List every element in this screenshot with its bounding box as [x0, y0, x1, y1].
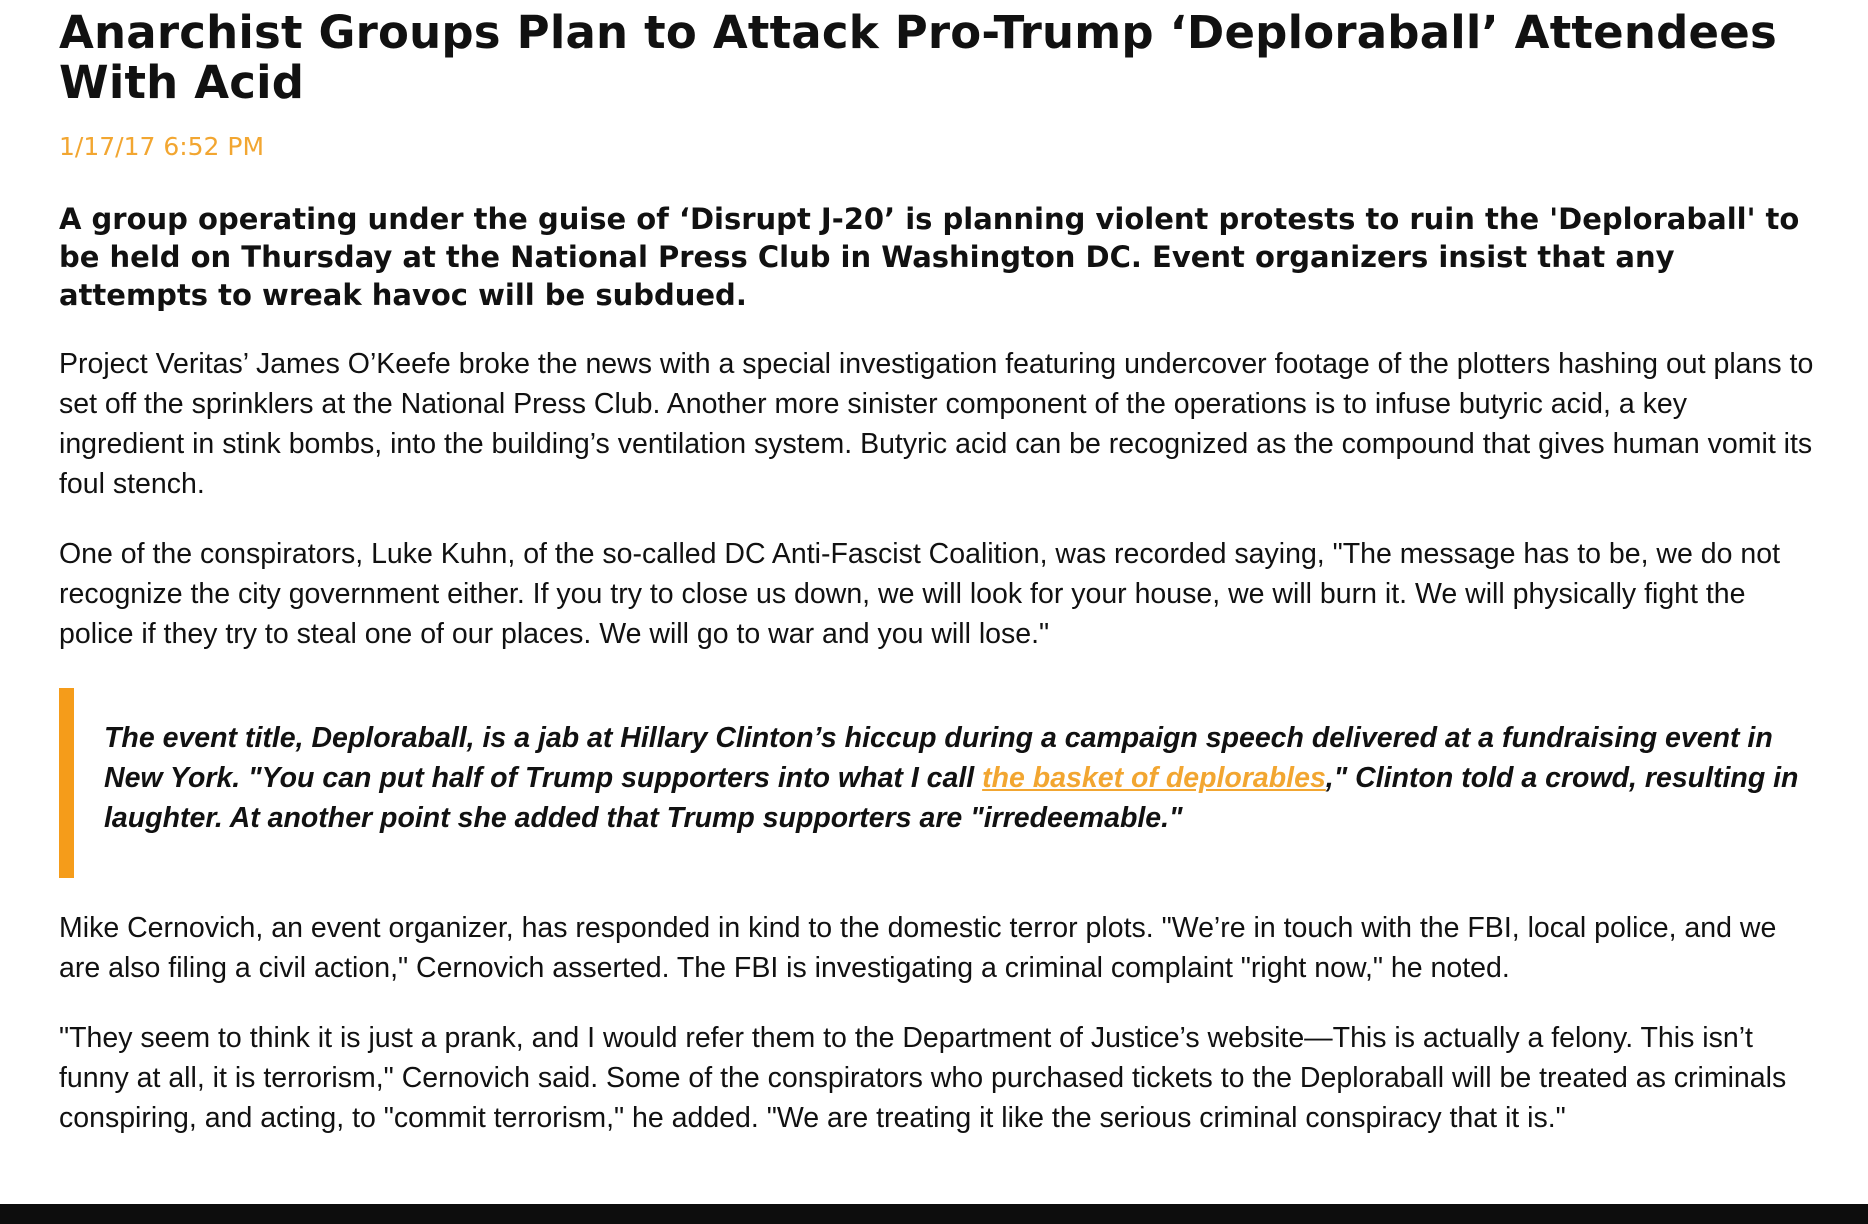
blockquote-text: [104, 718, 1804, 838]
blockquote-text-before-link: The event title, Deploraball, is a jab at Hillary Clinton’s hiccup during a campaign speech delivered at a fundraising event in New York. "You can put half of Trump supporters into what I call: [104, 722, 1773, 794]
blockquote-accent-bar: [59, 688, 74, 878]
paragraph-4: "They seem to think it is just a prank, and I would refer them to the Department of Justice’s website—This is actually a felony. This isn’t funny at all, it is terrorism," Cernovich said. Some of the conspirators who purchased tickets to the Deploraball will be treated as criminals conspiring, and acting, to "commit terrorism," he added. "We are treating it like the serious criminal conspiracy that it is.": [59, 1022, 1787, 1134]
blockquote-text-after-link: ," Clinton told a crowd, resulting in laughter. At another point she added that Trump supporters are "irredeemable.": [104, 762, 1799, 834]
blockquote: [59, 688, 1819, 878]
paragraph-3: Mike Cernovich, an event organizer, has responded in kind to the domestic terror plots. "We’re in touch with the FBI, local police, and we are also filing a civil action," Cernovich asserted. The FBI is investigating a criminal complaint "right now," he noted.: [59, 912, 1777, 984]
article-lead: A group operating under the guise of ‘Disrupt J-20’ is planning violent protests to ruin the 'Deploraball' to be held on Thursday at the National Press Club in Washington DC. Event organizers insist that any attempts to wreak havoc will be subdued.: [59, 202, 1800, 312]
basket-of-deplorables-link[interactable]: the basket of deplorables: [982, 762, 1326, 794]
article-title: Anarchist Groups Plan to Attack Pro-Trump ‘Deploraball’ Attendees With Acid: [59, 6, 1777, 109]
paragraph-2: One of the conspirators, Luke Kuhn, of the so-called DC Anti-Fascist Coalition, was recorded saying, "The message has to be, we do not recognize the city government either. If you try to close us down, we will look for your house, we will burn it. We will physically fight the police if they try to steal one of our places. We will go to war and you will lose.": [59, 538, 1781, 650]
paragraph-1: Project Veritas’ James O’Keefe broke the news with a special investigation featuring undercover footage of the plotters hashing out plans to set off the sprinklers at the National Press Club. Another more sinister component of the operations is to infuse butyric acid, a key ingredient in stink bombs, into the building’s ventilation system. Butyric acid can be recognized as the compound that gives human vomit its foul stench.: [59, 348, 1814, 500]
article-timestamp: 1/17/17 6:52 PM: [59, 132, 265, 161]
footer-bar: [0, 1204, 1868, 1224]
article: [59, 8, 1819, 1138]
